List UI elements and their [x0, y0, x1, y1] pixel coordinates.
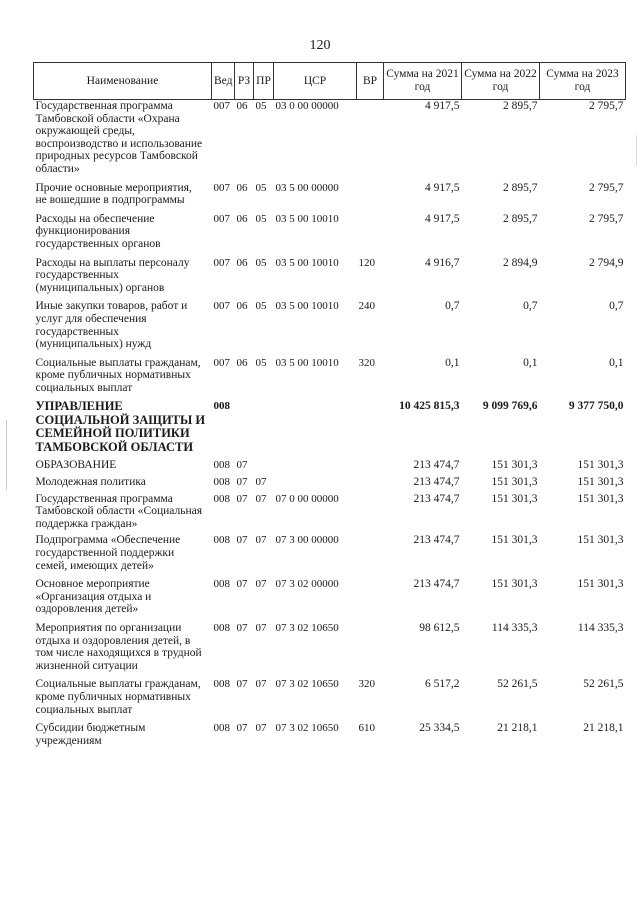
row-pr	[254, 459, 274, 472]
row-sum-2023: 2 795,7	[589, 212, 624, 225]
row-rz: 06	[236, 300, 248, 313]
row-sum-2022: 0,1	[523, 356, 538, 369]
row-name: Подпрограмма «Обеспечение государственной поддержки семей, имеющих детей»	[35, 534, 181, 572]
row-csr: 03 5 00 10010	[275, 300, 339, 313]
row-sum-2022: 2 895,7	[503, 181, 538, 194]
row-vr	[357, 534, 384, 572]
row-sum-2022: 9 099 769,6	[482, 400, 538, 413]
table-row	[34, 578, 626, 616]
row-sum-2022: 2 895,7	[503, 100, 538, 112]
row-vr: 120	[358, 256, 375, 269]
row-rz	[235, 400, 254, 454]
row-rz: 07	[236, 459, 248, 472]
row-sum-2022: 114 335,3	[491, 622, 538, 634]
row-sum-2021: 25 334,5	[419, 722, 460, 735]
row-sum-2021: 0,1	[445, 356, 460, 369]
row-csr	[274, 400, 357, 454]
row-sum-2021: 213 474,7	[413, 459, 460, 472]
header-pr: ПР	[254, 63, 274, 100]
row-vr	[357, 493, 384, 531]
row-ved: 008	[213, 492, 230, 505]
row-pr	[254, 400, 274, 454]
row-sum-2022: 151 301,3	[491, 578, 538, 591]
row-csr: 07 0 00 00000	[275, 492, 339, 505]
row-csr: 07 3 02 00000	[275, 578, 339, 591]
row-sum-2022: 151 301,3	[491, 534, 538, 547]
row-sum-2021: 6 517,2	[425, 678, 460, 691]
table-row	[34, 622, 626, 672]
row-vr	[357, 213, 384, 251]
row-rz: 07	[236, 722, 248, 735]
row-vr	[357, 100, 384, 176]
row-sum-2023: 151 301,3	[577, 534, 624, 547]
row-sum-2023: 2 795,7	[589, 100, 624, 112]
row-name: Основное мероприятие «Организация отдыха и оздоровления детей»	[35, 578, 152, 616]
row-csr: 03 5 00 00000	[275, 181, 339, 194]
header-rz: РЗ	[235, 63, 254, 100]
row-sum-2021: 4 917,5	[425, 212, 460, 225]
row-ved: 008	[213, 534, 230, 547]
row-sum-2023: 9 377 750,0	[568, 400, 624, 413]
header-vr: ВР	[357, 63, 384, 100]
row-pr: 07	[255, 578, 267, 591]
row-ved: 008	[213, 400, 230, 413]
row-sum-2022: 52 261,5	[497, 678, 538, 691]
row-rz: 07	[236, 622, 248, 634]
row-sum-2023: 114 335,3	[577, 622, 624, 634]
table-body	[34, 100, 626, 754]
header-name: Наименование	[34, 63, 212, 100]
row-sum-2023: 0,1	[609, 356, 624, 369]
row-vr	[357, 182, 384, 207]
row-name: Расходы на обеспечение функционирования государственных органов	[35, 212, 161, 250]
row-ved: 007	[213, 100, 230, 112]
table-row	[34, 213, 626, 251]
table-row	[34, 357, 626, 395]
row-sum-2023: 151 301,3	[577, 492, 624, 505]
row-name: Социальные выплаты гражданам, кроме публичных нормативных социальных выплат	[35, 678, 201, 716]
row-pr: 05	[255, 212, 267, 225]
row-name: ОБРАЗОВАНИЕ	[35, 459, 117, 472]
row-sum-2023: 151 301,3	[577, 578, 624, 591]
row-rz: 06	[236, 356, 248, 369]
row-name: Расходы на выплаты персоналу государственных (муниципальных) органов	[35, 256, 190, 294]
scan-edge-mark	[636, 135, 637, 165]
row-sum-2021: 98 612,5	[419, 622, 460, 634]
row-name: Молодежная политика	[35, 476, 146, 489]
row-pr: 07	[255, 678, 267, 691]
row-vr	[357, 459, 384, 472]
row-pr: 05	[255, 256, 267, 269]
header-ved: Вед	[212, 63, 235, 100]
table-row	[34, 459, 626, 472]
row-name: Мероприятия по организации отдыха и оздоровления детей, в том числе находящихся в трудной жизненной ситуации	[35, 622, 202, 672]
table-row	[34, 534, 626, 572]
row-ved: 008	[213, 722, 230, 735]
row-sum-2022: 2 895,7	[503, 212, 538, 225]
row-spacer-cell	[34, 747, 626, 753]
scan-edge-mark	[6, 420, 7, 490]
table-row	[34, 493, 626, 531]
row-csr: 03 5 00 10010	[275, 212, 339, 225]
row-pr: 05	[255, 181, 267, 194]
row-ved: 007	[213, 181, 230, 194]
row-sum-2022: 151 301,3	[491, 476, 538, 489]
row-sum-2021: 4 917,5	[425, 100, 460, 112]
row-csr: 03 0 00 00000	[275, 100, 339, 112]
row-sum-2021: 213 474,7	[413, 476, 460, 489]
row-sum-2023: 0,7	[609, 300, 624, 313]
row-name: Прочие основные мероприятия, не вошедшие в подпрограммы	[35, 181, 192, 207]
row-ved: 008	[213, 678, 230, 691]
row-rz: 07	[236, 534, 248, 547]
row-pr: 07	[255, 722, 267, 735]
table-row	[34, 300, 626, 350]
row-rz: 07	[236, 578, 248, 591]
page-number: 120	[309, 38, 331, 53]
row-sum-2021: 4 917,5	[425, 181, 460, 194]
row-sum-2022: 151 301,3	[491, 459, 538, 472]
row-rz: 06	[236, 181, 248, 194]
row-vr	[357, 578, 384, 616]
row-ved: 008	[213, 578, 230, 591]
row-ved: 008	[213, 476, 230, 489]
row-name: Государственная программа Тамбовской области «Охрана окружающей среды, воспроизводство и использование природных ресурсов Тамбовской области»	[35, 100, 203, 175]
row-pr: 05	[255, 100, 267, 112]
row-csr: 07 3 02 10650	[275, 622, 339, 634]
row-sum-2022: 2 894,9	[503, 256, 538, 269]
header-sum-2023: Сумма на 2023 год	[540, 63, 626, 100]
row-sum-2021: 10 425 815,3	[399, 400, 460, 413]
row-name: Социальные выплаты гражданам, кроме публичных нормативных социальных выплат	[35, 356, 201, 394]
row-sum-2023: 151 301,3	[577, 476, 624, 489]
row-name: УПРАВЛЕНИЕ СОЦИАЛЬНОЙ ЗАЩИТЫ И СЕМЕЙНОЙ ПОЛИТИКИ ТАМБОВСКОЙ ОБЛАСТИ	[35, 399, 206, 454]
table-row	[34, 400, 626, 454]
row-sum-2021: 0,7	[445, 300, 460, 313]
row-pr: 07	[255, 534, 267, 547]
table-row	[34, 100, 626, 176]
row-vr: 240	[358, 300, 375, 313]
row-ved: 007	[213, 356, 230, 369]
row-csr: 03 5 00 10010	[275, 256, 339, 269]
row-sum-2021: 213 474,7	[413, 534, 460, 547]
row-vr: 610	[358, 722, 375, 735]
row-vr	[357, 476, 384, 489]
row-sum-2023: 2 795,7	[589, 181, 624, 194]
row-name: Субсидии бюджетным учреждениям	[35, 722, 146, 747]
row-rz: 06	[236, 212, 248, 225]
row-rz: 07	[236, 678, 248, 691]
row-name: Иные закупки товаров, работ и услуг для обеспечения государственных (муниципальных) нужд	[35, 300, 188, 351]
row-rz: 07	[236, 492, 248, 505]
table-header-row	[34, 63, 626, 100]
row-csr: 03 5 00 10010	[275, 356, 339, 369]
row-ved: 008	[213, 622, 230, 634]
row-sum-2022: 151 301,3	[491, 492, 538, 505]
row-pr: 07	[255, 492, 267, 505]
header-sum-2021: Сумма на 2021 год	[384, 63, 462, 100]
row-pr: 07	[255, 476, 267, 489]
row-csr: 07 3 00 00000	[275, 534, 339, 547]
row-sum-2022: 21 218,1	[497, 722, 538, 735]
row-vr: 320	[358, 356, 375, 369]
header-sum-2022: Сумма на 2022 год	[462, 63, 540, 100]
row-ved: 007	[213, 256, 230, 269]
header-csr: ЦСР	[274, 63, 357, 100]
row-sum-2023: 21 218,1	[583, 722, 624, 735]
budget-table	[33, 62, 626, 753]
row-csr	[274, 476, 357, 489]
row-sum-2021: 213 474,7	[413, 492, 460, 505]
table-row	[34, 257, 626, 295]
table-row	[34, 476, 626, 489]
table-row	[34, 678, 626, 716]
row-vr	[357, 400, 384, 454]
row-spacer	[34, 747, 626, 753]
row-rz: 06	[236, 100, 248, 112]
row-csr	[274, 459, 357, 472]
row-sum-2021: 4 916,7	[425, 256, 460, 269]
row-ved: 008	[213, 459, 230, 472]
row-vr	[357, 622, 384, 672]
table-row	[34, 182, 626, 207]
row-sum-2023: 151 301,3	[577, 459, 624, 472]
row-sum-2021: 213 474,7	[413, 578, 460, 591]
row-rz: 07	[236, 476, 248, 489]
row-ved: 007	[213, 212, 230, 225]
row-csr: 07 3 02 10650	[275, 678, 339, 691]
row-pr: 05	[255, 356, 267, 369]
row-pr: 07	[255, 622, 267, 634]
row-sum-2023: 52 261,5	[583, 678, 624, 691]
row-sum-2022: 0,7	[523, 300, 538, 313]
row-pr: 05	[255, 300, 267, 313]
row-csr: 07 3 02 10650	[275, 722, 339, 735]
row-ved: 007	[213, 300, 230, 313]
row-name: Государственная программа Тамбовской области «Социальная поддержка граждан»	[35, 492, 203, 530]
table-row	[34, 722, 626, 747]
row-sum-2023: 2 794,9	[589, 256, 624, 269]
row-vr: 320	[358, 678, 375, 691]
row-rz: 06	[236, 256, 248, 269]
